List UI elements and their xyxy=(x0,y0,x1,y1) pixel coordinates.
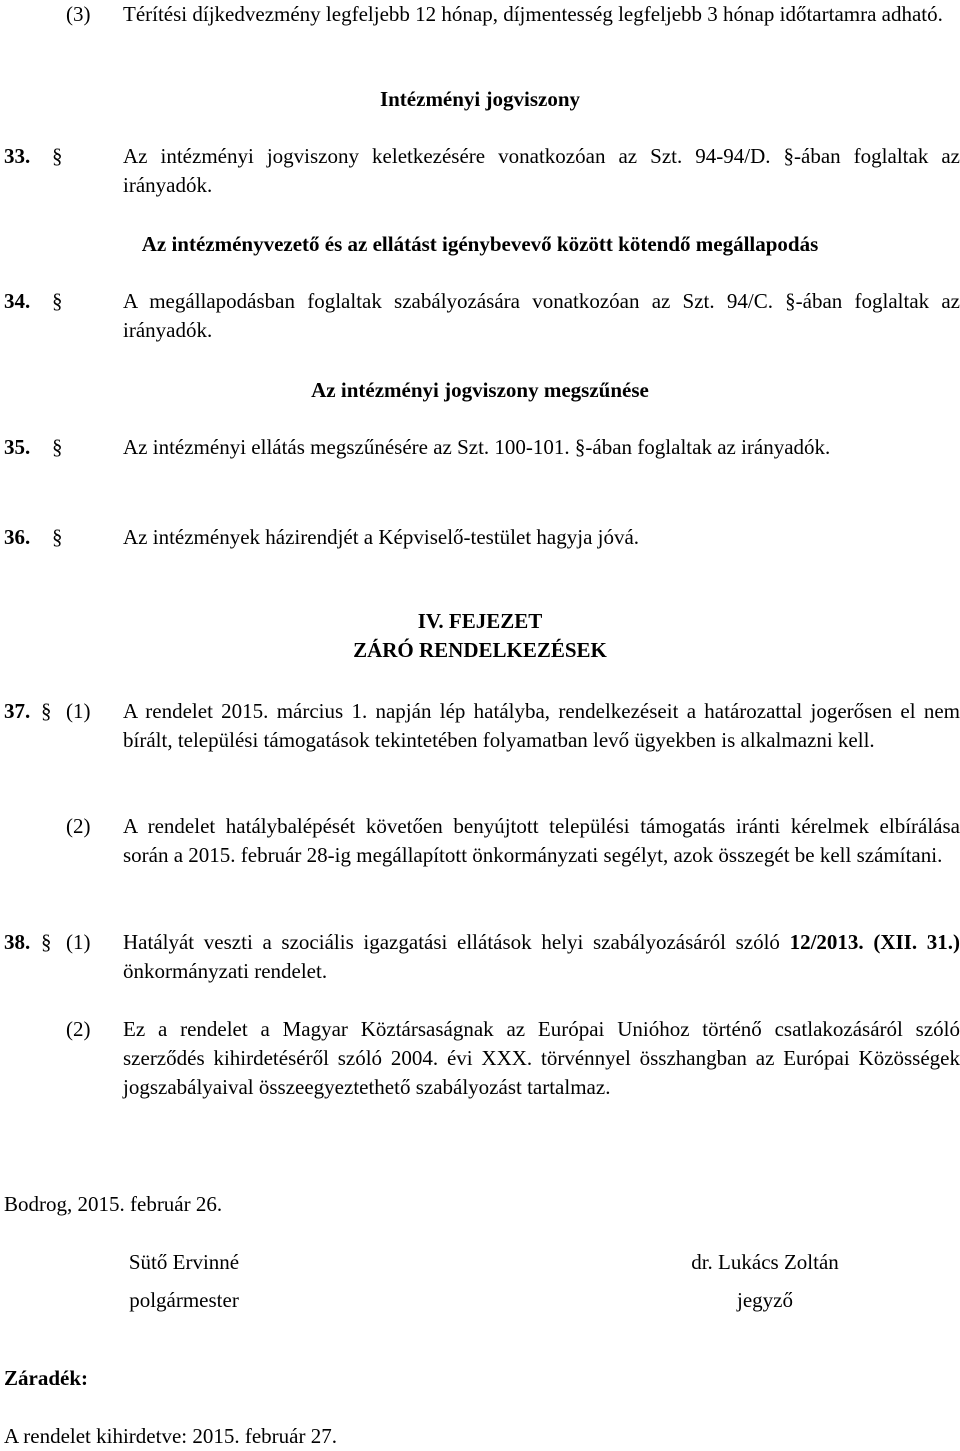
chapter-title: ZÁRÓ RENDELKEZÉSEK xyxy=(353,638,607,662)
clause-text: A rendelet kihirdetve: 2015. február 27. xyxy=(4,1424,337,1448)
section-sign: § xyxy=(52,289,63,313)
paragraph-marker: (3) xyxy=(66,2,91,26)
heading-intezmenyi-jogviszony: Intézményi jogviszony xyxy=(379,87,581,111)
section-sign: § xyxy=(52,435,63,459)
section-number: 35. xyxy=(4,435,31,459)
paragraph-marker: (2) xyxy=(66,814,91,838)
section-text: Az intézményi jogviszony keletkezésére vonatkozóan az Szt. 94-94/D. §-ában foglaltak az irányadók. xyxy=(123,144,960,197)
heading-megallapodas: Az intézményvezető és az ellátást igénybevevő között kötendő megállapodás xyxy=(141,232,819,256)
signature-left xyxy=(100,1243,268,1319)
section-number: 34. xyxy=(4,289,31,313)
paragraph-text xyxy=(123,928,960,986)
section-text: Az intézményi ellátás megszűnésére az Szt. 100-101. §-ában foglaltak az irányadók. xyxy=(123,435,831,459)
section-sign: § xyxy=(52,525,63,549)
section-number: 38. xyxy=(4,930,31,954)
section-text: A megállapodásban foglaltak szabályozására vonatkozóan az Szt. 94/C. §-ában foglaltak az irányadók. xyxy=(123,289,960,342)
paragraph-text: A rendelet 2015. március 1. napján lép hatályba, rendelkezéseit a határozattal jogerősen el nem bírált, települési támogatások tekintetében folyamatban levő ügyekben is alkalmazni kell. xyxy=(123,699,960,752)
paragraph-marker: (1) xyxy=(66,699,91,723)
place-date: Bodrog, 2015. február 26. xyxy=(4,1192,223,1216)
decree-reference: 12/2013. (XII. 31.) xyxy=(789,930,960,954)
signature-right-title: jegyző xyxy=(737,1288,793,1312)
paragraph-marker: (1) xyxy=(66,930,91,954)
section-sign: § xyxy=(41,930,52,954)
section-number: 36. xyxy=(4,525,31,549)
section-number: 37. xyxy=(4,699,31,723)
chapter-number: IV. FEJEZET xyxy=(417,609,543,633)
section-sign: § xyxy=(41,699,52,723)
paragraph-text: Térítési díjkedvezmény legfeljebb 12 hónap, díjmentesség legfeljebb 3 hónap időtartamra adható. xyxy=(123,2,943,26)
section-text: Az intézmények házirendjét a Képviselő-testület hagyja jóvá. xyxy=(123,525,640,549)
heading-megszunes: Az intézményi jogviszony megszűnése xyxy=(311,378,649,402)
signature-left-title: polgármester xyxy=(129,1288,239,1312)
signature-right-name: dr. Lukács Zoltán xyxy=(691,1250,839,1274)
paragraph-marker: (2) xyxy=(66,1017,91,1041)
paragraph-text-part: Hatályát veszti a szociális igazgatási ellátások helyi szabályozásáról szóló xyxy=(123,930,790,954)
signature-left-name: Sütő Ervinné xyxy=(128,1250,240,1274)
clause-heading: Záradék: xyxy=(4,1366,88,1390)
paragraph-text: A rendelet hatálybalépését követően benyújtott települési támogatás iránti kérelmek elbírálása során a 2015. február 28-ig megállapított önkormányzati segélyt, azok összegét be kell számítani. xyxy=(123,814,960,867)
section-number: 33. xyxy=(4,144,31,168)
paragraph-text-part: önkormányzati rendelet. xyxy=(123,959,328,983)
signature-right xyxy=(660,1243,870,1319)
section-sign: § xyxy=(52,144,63,168)
paragraph-text: Ez a rendelet a Magyar Köztársaságnak az Európai Unióhoz történő csatlakozásáról szóló szerződés kihirdetéséről szóló 2004. évi XXX. törvénnyel összhangban az Európai Közösségek jogszabályaival összeegyeztethető szabályozást tartalmaz. xyxy=(123,1017,960,1099)
